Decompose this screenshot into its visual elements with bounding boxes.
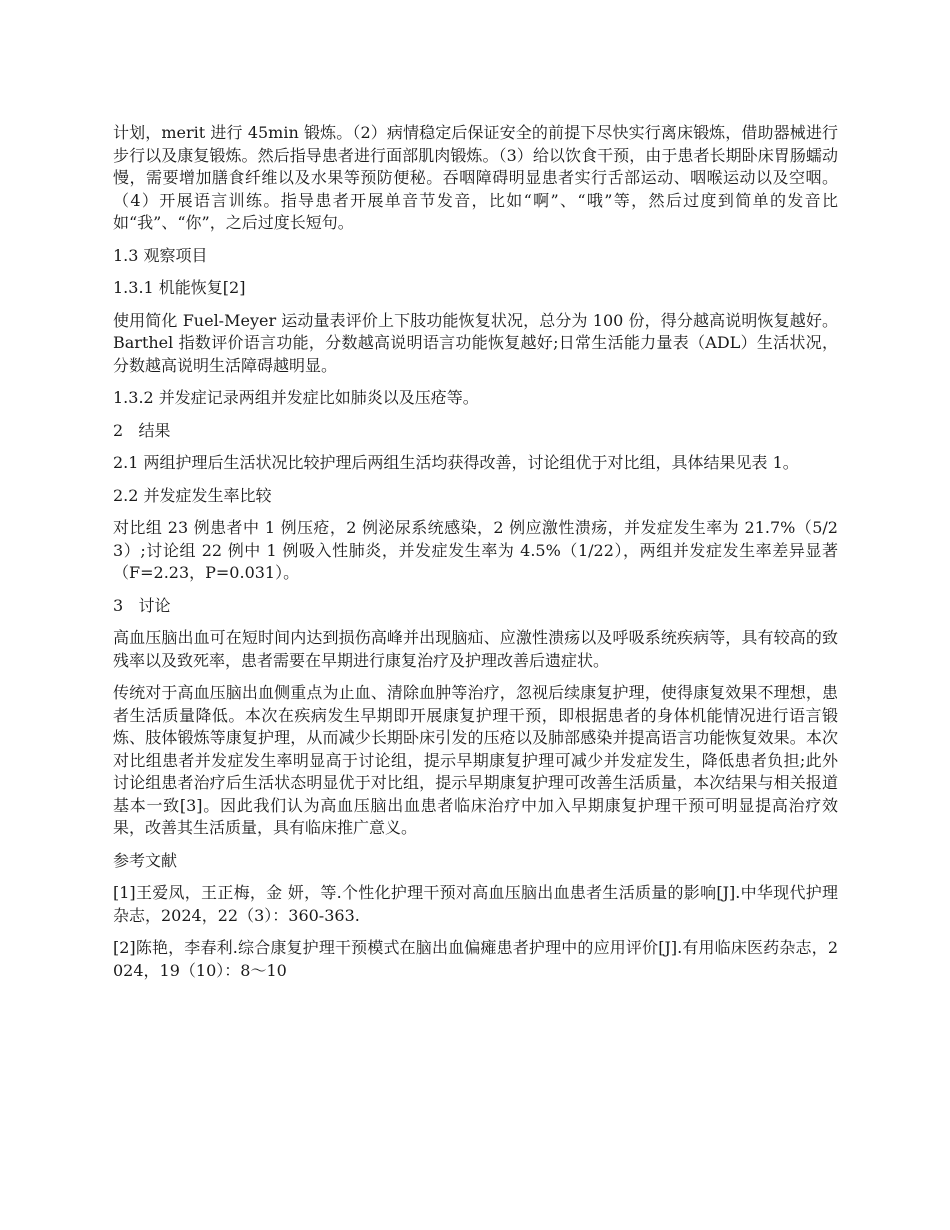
reference-1: [1]王爱凤，王正梅，金 妍，等.个性化护理干预对高血压脑出血患者生活质量的影响[J].中华现代护理杂志，2024，22（3）：360-363. bbox=[113, 883, 838, 925]
paragraph-complication-rate: 对比组 23 例患者中 1 例压疮，2 例泌尿系统感染，2 例应激性溃疡，并发症发生率为 21.7%（5/23）;讨论组 22 例中 1 例吸入性肺炎，并发症发生率为 4.5%（1/22），两组并发症发生率差异显著（F=2.23，P=0.031）。 bbox=[113, 518, 838, 582]
heading-1-3-1: 1.3.1 机能恢复[2] bbox=[113, 278, 246, 297]
heading-1-3: 1.3 观察项目 bbox=[113, 245, 208, 265]
paragraph-discussion-1: 高血压脑出血可在短时间内达到损伤高峰并出现脑疝、应激性溃疡以及呼吸系统疾病等，具有较高的致残率以及致死率，患者需要在早期进行康复治疗及护理改善后遗症状。 bbox=[113, 628, 838, 670]
paragraph-discussion-2: 传统对于高血压脑出血侧重点为止血、清除血肿等治疗，忽视后续康复护理，使得康复效果不理想，患者生活质量降低。本次在疾病发生早期即开展康复护理干预，即根据患者的身体机能情况进行语言锻炼、肢体锻炼等康复护理，从而减少长期卧床引发的压疮以及肺部感染并提高语言功能恢复效果。本次对比组患者并发症发生率明显高于讨论组，提示早期康复护理可减少并发症发生，降低患者负担;此外讨论组患者治疗后生活状态明显优于对比组，提示早期康复护理可改善生活质量，本次结果与相关报道基本一致[3]。因此我们认为高血压脑出血患者临床治疗中加入早期康复护理干预可明显提高治疗效果，改善其生活质量，具有临床推广意义。 bbox=[113, 683, 838, 837]
heading-results: 2 结果 bbox=[113, 420, 171, 440]
paragraph-intervention-continued: 计划，merit 进行 45min 锻炼。（2）病情稳定后保证安全的前提下尽快实行离床锻炼，借助器械进行步行以及康复锻炼。然后指导患者进行面部肌肉锻炼。（3）给以饮食干预，由于患者长期卧床胃肠蠕动慢，需要增加膳食纤维以及水果等预防便秘。吞咽障碍明显患者实行舌部运动、咽喉运动以及空咽。（4）开展语言训练。指导患者开展单音节发音，比如“啊”、“哦”等，然后过度到简单的发音比如“我”、“你”，之后过度长短句。 bbox=[113, 123, 838, 232]
paragraph-1-3-2: 1.3.2 并发症记录两组并发症比如肺炎以及压疮等。 bbox=[113, 388, 479, 407]
heading-discussion: 3 讨论 bbox=[113, 595, 171, 615]
document-page bbox=[113, 122, 838, 992]
paragraph-function-recovery: 使用简化 Fuel-Meyer 运动量表评价上下肢功能恢复状况，总分为 100 份，得分越高说明恢复越好。Barthel 指数评价语言功能，分数越高说明语言功能恢复越好;日常生活能力量表（ADL）生活状况，分数越高说明生活障碍越明显。 bbox=[113, 310, 838, 375]
heading-2-2: 2.2 并发症发生率比较 bbox=[113, 485, 272, 505]
reference-2: [2]陈艳，李春利.综合康复护理干预模式在脑出血偏瘫患者护理中的应用评价[J].有用临床医药杂志，2024，19（10）：8～10 bbox=[113, 938, 838, 980]
paragraph-2-1: 2.1 两组护理后生活状况比较护理后两组生活均获得改善，讨论组优于对比组，具体结果见表 1。 bbox=[113, 453, 799, 472]
heading-references: 参考文献 bbox=[113, 850, 178, 870]
